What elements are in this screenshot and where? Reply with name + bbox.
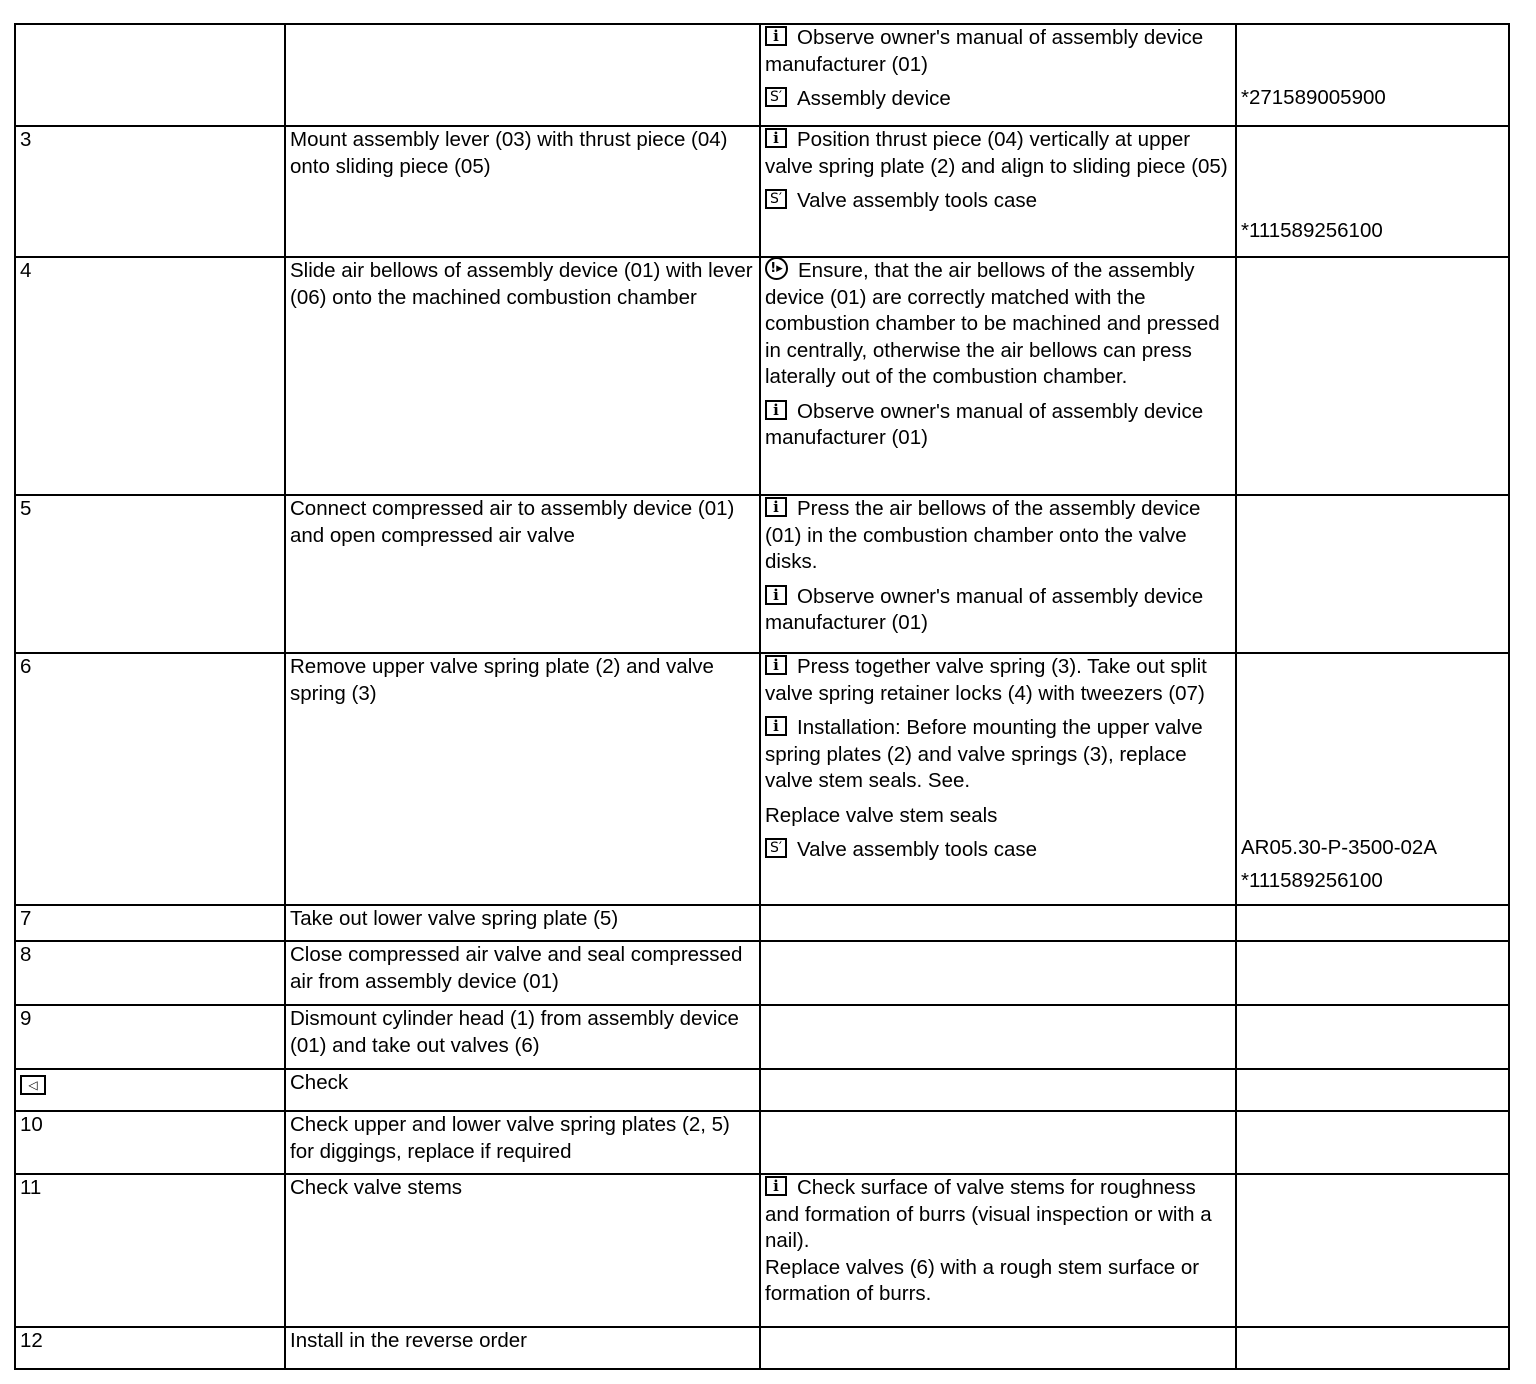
- notes-cell: [760, 495, 1236, 653]
- step-cell: 5: [15, 495, 285, 653]
- table-row: [15, 126, 1509, 257]
- note-text: Observe owner's manual of assembly device manufacturer (01): [765, 399, 1204, 449]
- action-cell: Check: [285, 1069, 760, 1111]
- table-row: [15, 495, 1509, 653]
- table-row: [15, 257, 1509, 495]
- notes-cell: [760, 1005, 1236, 1069]
- action-cell: Check upper and lower valve spring plates (2, 5) for diggings, replace if required: [285, 1111, 760, 1174]
- note-text: Press the air bellows of the assembly device (01) in the combustion chamber onto the valve disks.: [765, 497, 1201, 573]
- note-text: Replace valves (6) with a rough stem surface or formation of burrs.: [765, 1255, 1200, 1305]
- step-cell: 10: [15, 1111, 285, 1174]
- notes-cell: [760, 1069, 1236, 1111]
- step-cell: 4: [15, 257, 285, 495]
- note-text: Position thrust piece (04) vertically at upper valve spring plate (2) and align to sliding piece (05): [765, 128, 1228, 178]
- reference-cell: [1236, 1327, 1509, 1369]
- notes-cell: [760, 24, 1236, 126]
- tool-name: Assembly device: [797, 87, 951, 110]
- tool-name: Valve assembly tools case: [797, 838, 1038, 861]
- part-number: *271589005900: [1241, 85, 1386, 109]
- note-text: Ensure, that the air bellows of the assembly device (01) are correctly matched with the combustion chamber to be machined and pressed in centrally, otherwise the air bellows can press laterally out of the combustion chamber.: [765, 259, 1220, 388]
- reference-cell: [1236, 24, 1509, 126]
- step-cell: 6: [15, 653, 285, 905]
- reference-cell: [1236, 257, 1509, 495]
- reference-cell: [1236, 1111, 1509, 1174]
- note-text: Observe owner's manual of assembly device manufacturer (01): [765, 584, 1204, 634]
- table-row: [15, 1174, 1509, 1327]
- caution-icon: !▸: [765, 257, 788, 280]
- step-cell: 9: [15, 1005, 285, 1069]
- info-icon: i: [765, 26, 787, 46]
- notes-cell: [760, 126, 1236, 257]
- reference-cell: [1236, 495, 1509, 653]
- step-cell: 12: [15, 1327, 285, 1369]
- step-cell: [15, 1069, 285, 1111]
- action-cell: Install in the reverse order: [285, 1327, 760, 1369]
- notes-cell: [760, 653, 1236, 905]
- action-cell: Mount assembly lever (03) with thrust piece (04) onto sliding piece (05): [285, 126, 760, 257]
- table-row: [15, 1069, 1509, 1111]
- notes-cell: [760, 1174, 1236, 1327]
- action-cell: Close compressed air valve and seal compressed air from assembly device (01): [285, 941, 760, 1005]
- step-cell: 8: [15, 941, 285, 1005]
- reference-cell: [1236, 1005, 1509, 1069]
- table-row: [15, 905, 1509, 941]
- special-tool-icon: S′: [765, 838, 787, 858]
- table-row: [15, 24, 1509, 126]
- part-number: *111589256100: [1241, 218, 1383, 242]
- document-reference[interactable]: AR05.30-P-3500-02A: [1241, 836, 1438, 859]
- notes-cell: [760, 905, 1236, 941]
- action-cell: Remove upper valve spring plate (2) and valve spring (3): [285, 653, 760, 905]
- procedure-table: [14, 23, 1510, 1370]
- reference-cell: [1236, 1069, 1509, 1111]
- info-icon: i: [765, 655, 787, 675]
- reference-cell: [1236, 905, 1509, 941]
- info-icon: i: [765, 716, 787, 736]
- action-cell: Connect compressed air to assembly device (01) and open compressed air valve: [285, 495, 760, 653]
- reference-cell: [1236, 1174, 1509, 1327]
- table-row: [15, 653, 1509, 905]
- action-cell: Check valve stems: [285, 1174, 760, 1327]
- step-cell: 3: [15, 126, 285, 257]
- info-icon: i: [765, 585, 787, 605]
- info-icon: i: [765, 400, 787, 420]
- info-icon: i: [765, 1176, 787, 1196]
- notes-cell: [760, 941, 1236, 1005]
- table-row: [15, 1005, 1509, 1069]
- info-icon: i: [765, 497, 787, 517]
- action-cell: Slide air bellows of assembly device (01) with lever (06) onto the machined combustion chamber: [285, 257, 760, 495]
- special-tool-icon: S′: [765, 189, 787, 209]
- notes-cell: [760, 1327, 1236, 1369]
- reference-cell: [1236, 653, 1509, 905]
- note-text: Installation: Before mounting the upper valve spring plates (2) and valve springs (3), replace valve stem seals. See.: [765, 716, 1203, 792]
- reference-cell: [1236, 941, 1509, 1005]
- table-row: [15, 1111, 1509, 1174]
- check-icon: ◁: [20, 1075, 46, 1095]
- reference-cell: [1236, 126, 1509, 257]
- notes-cell: [760, 1111, 1236, 1174]
- note-text: Check surface of valve stems for roughness and formation of burrs (visual inspection or with a nail).: [765, 1176, 1212, 1252]
- info-icon: i: [765, 128, 787, 148]
- procedure-page: [14, 23, 1508, 1370]
- step-cell: 7: [15, 905, 285, 941]
- part-number: *111589256100: [1241, 868, 1383, 892]
- special-tool-icon: S′: [765, 87, 787, 107]
- note-text: Press together valve spring (3). Take out split valve spring retainer locks (4) with tweezers (07): [765, 655, 1207, 705]
- action-cell: Take out lower valve spring plate (5): [285, 905, 760, 941]
- step-cell: 11: [15, 1174, 285, 1327]
- action-cell: [285, 24, 760, 126]
- notes-cell: [760, 257, 1236, 495]
- action-cell: Dismount cylinder head (1) from assembly device (01) and take out valves (6): [285, 1005, 760, 1069]
- table-row: [15, 941, 1509, 1005]
- note-text: Observe owner's manual of assembly device manufacturer (01): [765, 26, 1204, 76]
- table-row: [15, 1327, 1509, 1369]
- tool-name: Valve assembly tools case: [797, 189, 1038, 212]
- cross-reference-link[interactable]: Replace valve stem seals: [765, 803, 998, 827]
- step-cell: [15, 24, 285, 126]
